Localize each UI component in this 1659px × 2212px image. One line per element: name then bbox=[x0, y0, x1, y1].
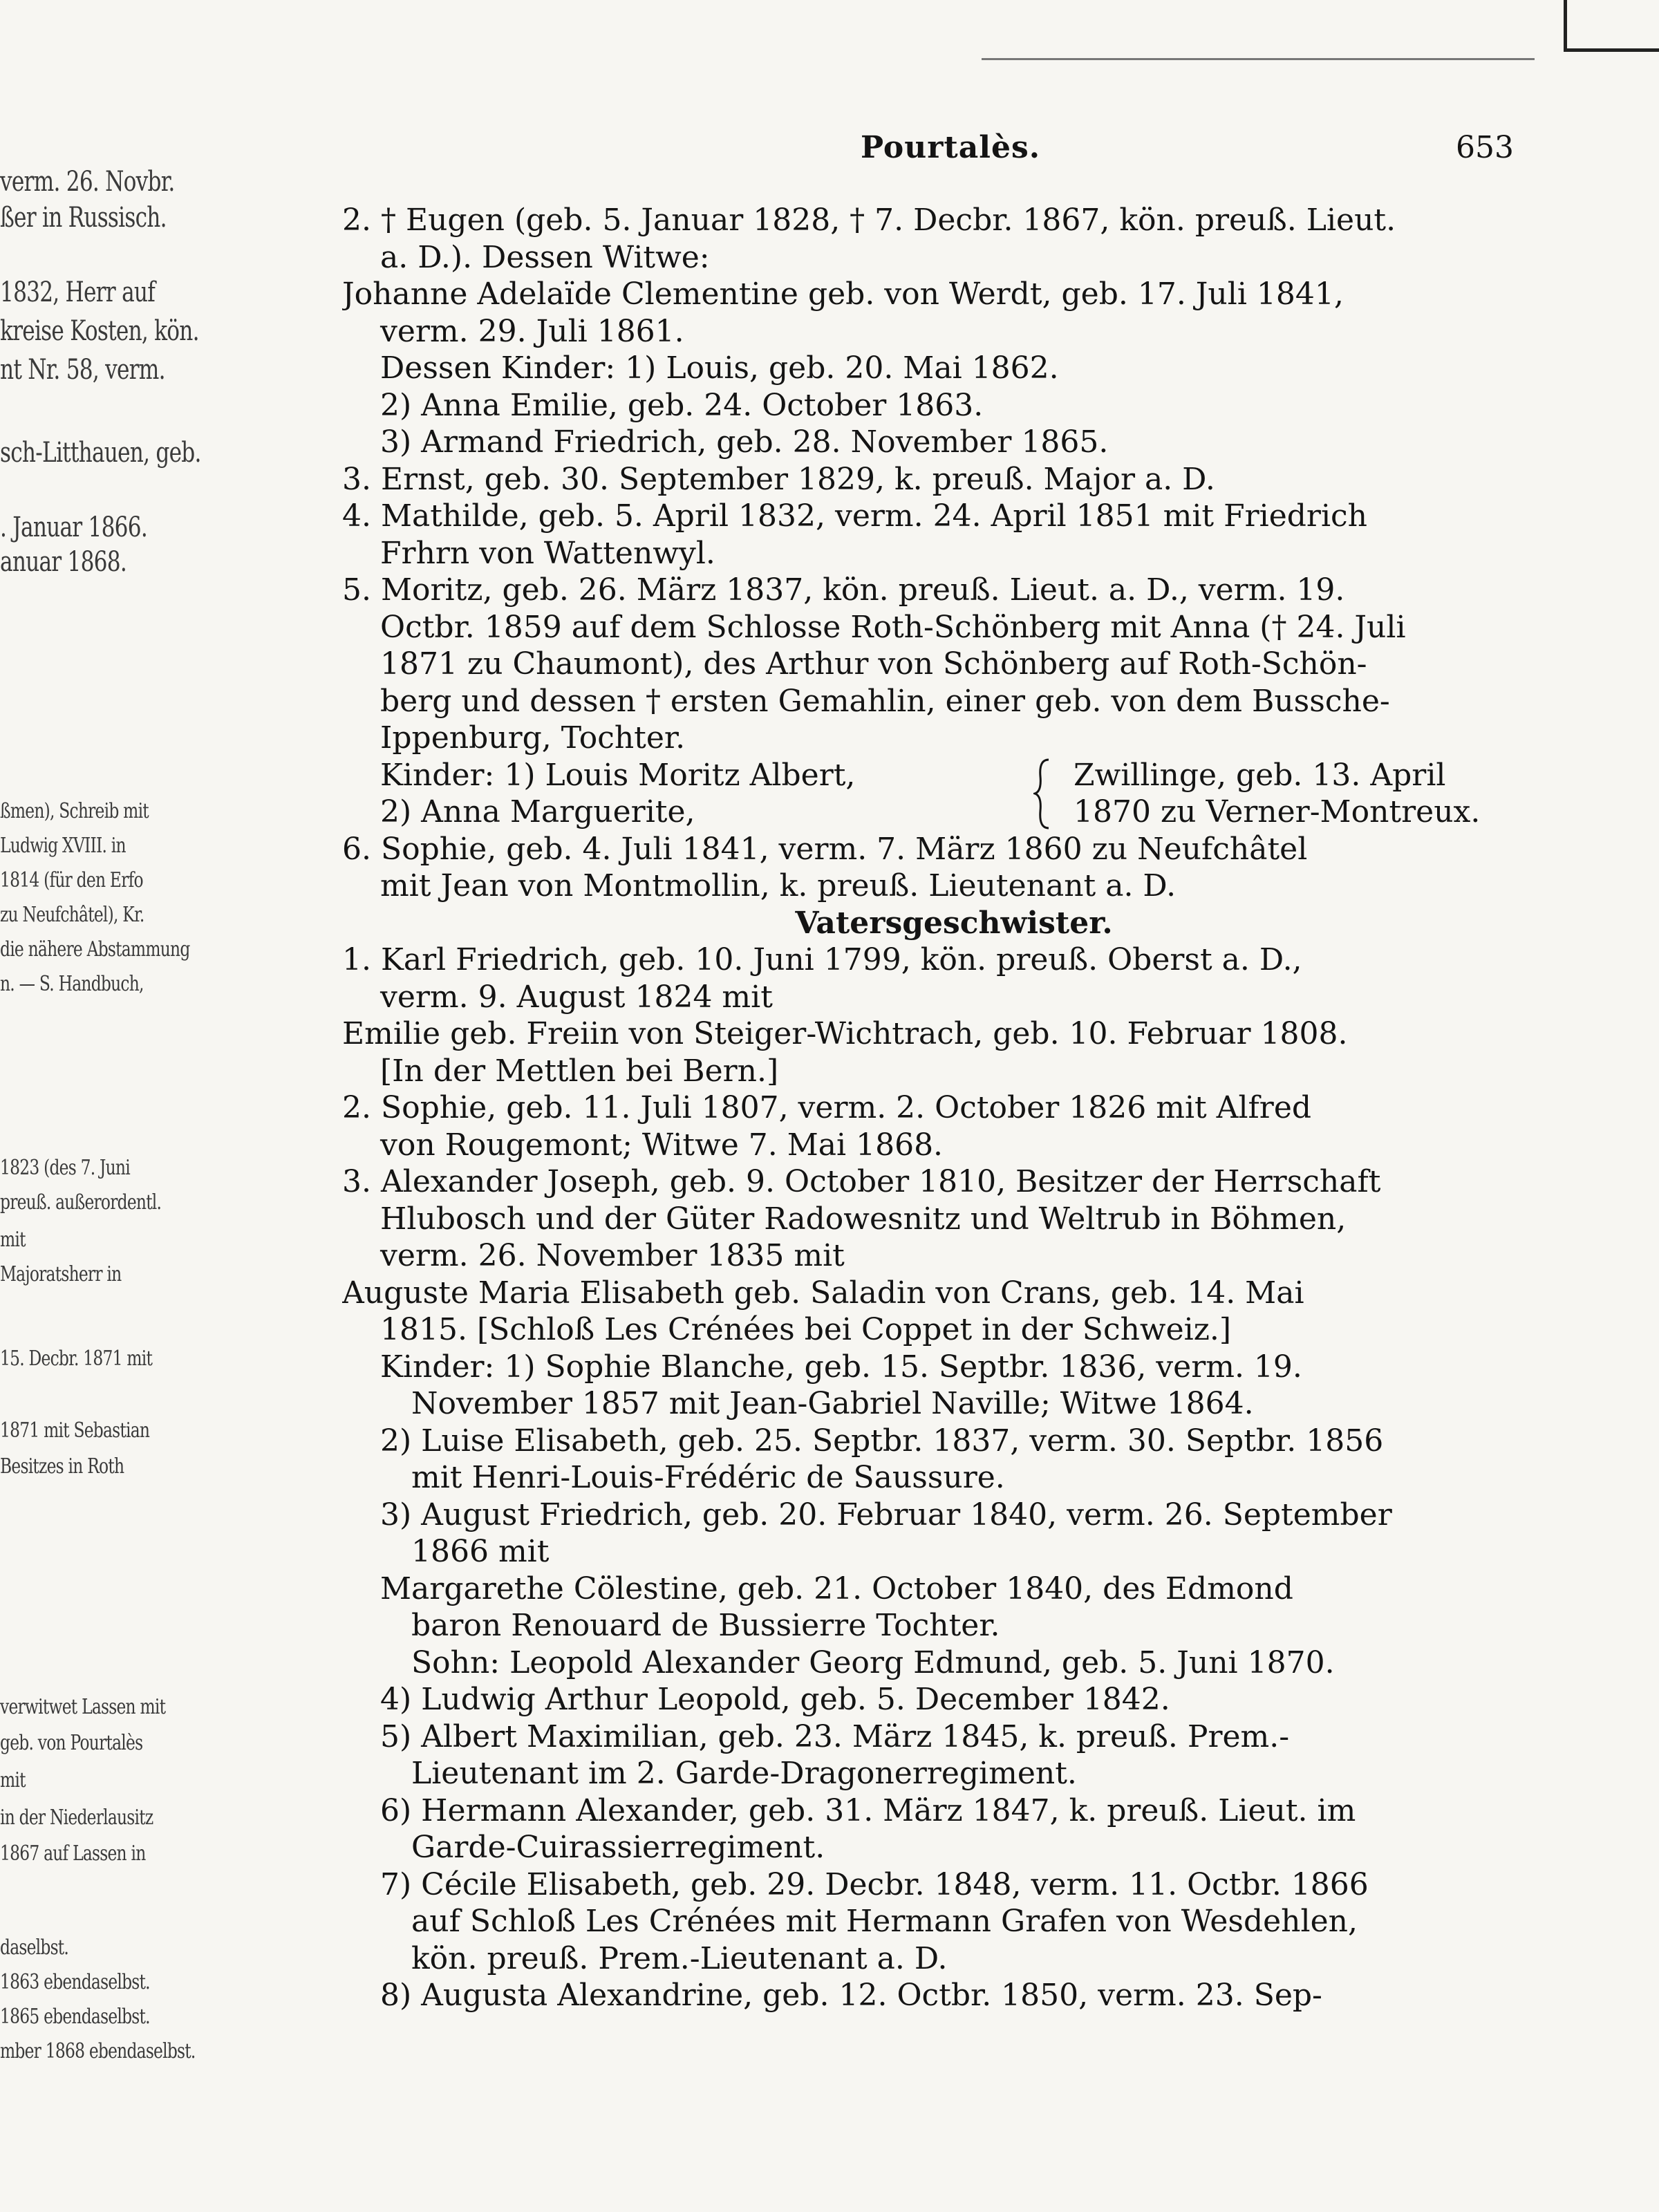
bleed-line: geb. von Pourtalès bbox=[0, 1731, 143, 1755]
text-line: 5. Moritz, geb. 26. März 1837, kön. preuß. Lieut. a. D., verm. 19. bbox=[342, 572, 1345, 608]
bleed-line: 1863 ebendaselbst. bbox=[0, 1970, 150, 1994]
text-line: 1866 mit bbox=[411, 1534, 550, 1569]
text-line: 3. Ernst, geb. 30. September 1829, k. preuß. Major a. D. bbox=[342, 461, 1215, 497]
twins-names bbox=[380, 757, 855, 831]
text-line: mit Jean von Montmollin, k. preuß. Lieutenant a. D. bbox=[380, 868, 1177, 903]
bleed-line: mit bbox=[0, 1768, 26, 1792]
text-line: verm. 26. November 1835 mit bbox=[380, 1238, 845, 1273]
bleed-line: ßer in Russisch. bbox=[0, 202, 167, 234]
text-line: Kinder: 1) Sophie Blanche, geb. 15. Septbr. 1836, verm. 19. bbox=[380, 1349, 1302, 1385]
bleed-line: ßmen), Schreib mit bbox=[0, 799, 149, 823]
text-line: 1. Karl Friedrich, geb. 10. Juni 1799, kön. preuß. Oberst a. D., bbox=[342, 942, 1302, 977]
text-line: 3) August Friedrich, geb. 20. Februar 1840, verm. 26. September bbox=[380, 1497, 1392, 1533]
text-line: 4) Ludwig Arthur Leopold, geb. 5. December 1842. bbox=[380, 1682, 1170, 1717]
text-line: Octbr. 1859 auf dem Schlosse Roth-Schönberg mit Anna († 24. Juli bbox=[380, 609, 1406, 645]
text-line: 2) Luise Elisabeth, geb. 25. Septbr. 1837, verm. 30. Septbr. 1856 bbox=[380, 1423, 1384, 1459]
bleed-line: mit bbox=[0, 1228, 26, 1252]
page-header bbox=[346, 130, 1514, 171]
twin-detail-line: 1870 zu Verner-Montreux. bbox=[1074, 794, 1481, 830]
text-line: 5) Albert Maximilian, geb. 23. März 1845, k. preuß. Prem.- bbox=[380, 1718, 1290, 1754]
text-line: 1871 zu Chaumont), des Arthur von Schönberg auf Roth-Schön- bbox=[380, 646, 1367, 682]
brace-icon bbox=[1033, 757, 1054, 838]
facing-page-bleed bbox=[0, 0, 228, 2212]
bleed-line: 1814 (für den Erfo bbox=[0, 868, 143, 892]
text-line: Lieutenant im 2. Garde-Dragonerregiment. bbox=[411, 1756, 1077, 1791]
text-line: 4. Mathilde, geb. 5. April 1832, verm. 24. April 1851 mit Friedrich bbox=[342, 498, 1368, 534]
twin-detail-line: Zwillinge, geb. 13. April bbox=[1074, 757, 1446, 793]
bleed-line: Besitzes in Roth bbox=[0, 1454, 124, 1479]
text-line: mit Henri-Louis-Frédéric de Saussure. bbox=[411, 1460, 1005, 1495]
section-title: Vatersgeschwister. bbox=[795, 905, 1113, 941]
text-line: 2) Anna Emilie, geb. 24. October 1863. bbox=[380, 387, 984, 423]
text-line: kön. preuß. Prem.-Lieutenant a. D. bbox=[411, 1940, 948, 1976]
bleed-line: nt Nr. 58, verm. bbox=[0, 354, 165, 386]
bleed-line: n. — S. Handbuch, bbox=[0, 972, 144, 996]
bleed-line: 15. Decbr. 1871 mit bbox=[0, 1347, 153, 1371]
bleed-line: daselbst. bbox=[0, 1936, 69, 1960]
text-line: baron Renouard de Bussierre Tochter. bbox=[411, 1608, 1000, 1643]
text-line: Ippenburg, Tochter. bbox=[380, 720, 686, 756]
scan-dash-line bbox=[982, 58, 1535, 60]
bleed-line: anuar 1868. bbox=[0, 546, 126, 578]
text-line: [In der Mettlen bei Bern.] bbox=[380, 1053, 779, 1089]
running-head: Pourtalès. bbox=[861, 130, 1041, 165]
bleed-line: mber 1868 ebendaselbst. bbox=[0, 2039, 196, 2063]
bleed-line: Majoratsherr in bbox=[0, 1262, 122, 1286]
text-line: 2. † Eugen (geb. 5. Januar 1828, † 7. Decbr. 1867, kön. preuß. Lieut. bbox=[342, 203, 1396, 238]
bleed-line: sch-Litthauen, geb. bbox=[0, 437, 201, 469]
text-line: berg und dessen † ersten Gemahlin, einer geb. von dem Bussche- bbox=[380, 683, 1390, 719]
text-line: Dessen Kinder: 1) Louis, geb. 20. Mai 1862. bbox=[380, 350, 1059, 386]
bleed-line: 1823 (des 7. Juni bbox=[0, 1156, 130, 1180]
bleed-line: 1871 mit Sebastian bbox=[0, 1418, 150, 1443]
text-line: 3) Armand Friedrich, geb. 28. November 1865. bbox=[380, 424, 1109, 460]
text-line: 2. Sophie, geb. 11. Juli 1807, verm. 2. October 1826 mit Alfred bbox=[342, 1090, 1312, 1125]
bleed-line: in der Niederlausitz bbox=[0, 1806, 153, 1830]
text-line: verm. 29. Juli 1861. bbox=[380, 313, 684, 349]
twins-entry bbox=[342, 757, 1517, 831]
text-line: von Rougemont; Witwe 7. Mai 1868. bbox=[380, 1127, 944, 1163]
text-line: Emilie geb. Freiin von Steiger-Wichtrach, geb. 10. Februar 1808. bbox=[342, 1016, 1348, 1051]
bleed-line: preuß. außerordentl. bbox=[0, 1190, 162, 1215]
bleed-line: 1867 auf Lassen in bbox=[0, 1841, 146, 1866]
genealogy-text bbox=[342, 202, 1517, 2014]
text-line: 6) Hermann Alexander, geb. 31. März 1847, k. preuß. Lieut. im bbox=[380, 1792, 1356, 1828]
scan-edge-line bbox=[1564, 48, 1659, 52]
text-line: auf Schloß Les Crénées mit Hermann Grafen von Wesdehlen, bbox=[411, 1904, 1358, 1939]
page-number: 653 bbox=[1456, 130, 1514, 165]
text-line: 8) Augusta Alexandrine, geb. 12. Octbr. 1850, verm. 23. Sep- bbox=[380, 1978, 1322, 2013]
text-line: 1815. [Schloß Les Crénées bei Coppet in der Schweiz.] bbox=[380, 1312, 1232, 1347]
text-line: Garde-Cuirassierregiment. bbox=[411, 1830, 825, 1865]
text-line: Frhrn von Wattenwyl. bbox=[380, 535, 715, 571]
bleed-line: kreise Kosten, kön. bbox=[0, 315, 199, 347]
text-line: 7) Cécile Elisabeth, geb. 29. Decbr. 1848, verm. 11. Octbr. 1866 bbox=[380, 1866, 1369, 1902]
bleed-line: 1832, Herr auf bbox=[0, 276, 155, 308]
bleed-line: verwitwet Lassen mit bbox=[0, 1695, 166, 1719]
bleed-line: zu Neufchâtel), Kr. bbox=[0, 903, 144, 927]
bleed-line: die nähere Abstammung bbox=[0, 937, 190, 962]
text-line: 3. Alexander Joseph, geb. 9. October 1810, Besitzer der Herrschaft bbox=[342, 1164, 1381, 1199]
bleed-line: . Januar 1866. bbox=[0, 512, 147, 543]
text-line: Margarethe Cölestine, geb. 21. October 1840, des Edmond bbox=[380, 1571, 1293, 1606]
bleed-line: 1865 ebendaselbst. bbox=[0, 2005, 150, 2029]
text-line: Auguste Maria Elisabeth geb. Saladin von Crans, geb. 14. Mai bbox=[342, 1275, 1304, 1311]
text-line: Sohn: Leopold Alexander Georg Edmund, geb. 5. Juni 1870. bbox=[411, 1644, 1335, 1680]
twin-name-line: Kinder: 1) Louis Moritz Albert, bbox=[380, 757, 856, 793]
text-line: verm. 9. August 1824 mit bbox=[380, 979, 773, 1015]
text-line: Johanne Adelaïde Clementine geb. von Werdt, geb. 17. Juli 1841, bbox=[342, 276, 1344, 312]
twins-detail bbox=[1074, 757, 1480, 831]
text-line: Hlubosch und der Güter Radowesnitz und Weltrub in Böhmen, bbox=[380, 1201, 1347, 1237]
bleed-line: verm. 26. Novbr. bbox=[0, 166, 175, 198]
text-line: a. D.). Dessen Witwe: bbox=[380, 239, 710, 275]
text-line: November 1857 mit Jean-Gabriel Naville; Witwe 1864. bbox=[411, 1386, 1254, 1421]
scan-edge-line bbox=[1564, 0, 1567, 50]
bleed-line: Ludwig XVIII. in bbox=[0, 834, 126, 858]
text-line: 6. Sophie, geb. 4. Juli 1841, verm. 7. März 1860 zu Neufchâtel bbox=[342, 831, 1308, 867]
twin-name-line: 2) Anna Marguerite, bbox=[380, 794, 695, 830]
